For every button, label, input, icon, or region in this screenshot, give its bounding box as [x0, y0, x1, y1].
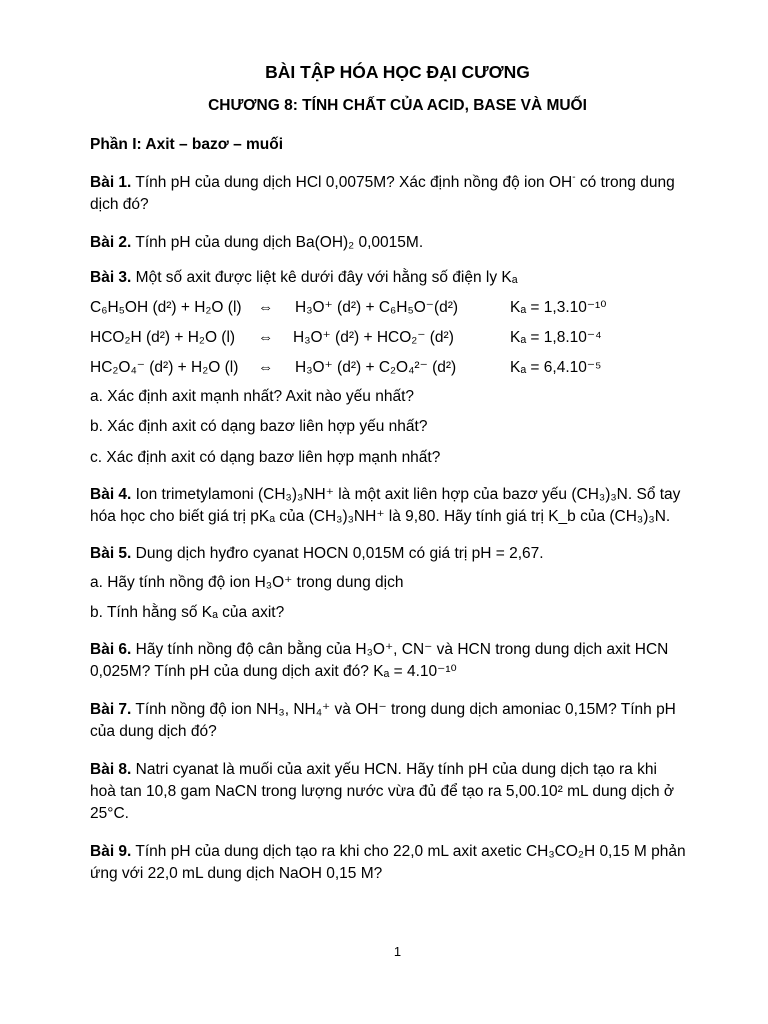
equation-2-products: H₃O⁺ (d²) + HCO₂⁻ (d²): [293, 329, 454, 346]
problem-2-label: Bài 2.: [90, 234, 132, 251]
equation-2-reactants: HCO₂H (d²) + H₂O (l): [90, 329, 236, 346]
problem-7-label: Bài 7.: [90, 701, 132, 718]
problem-4-label: Bài 4.: [90, 486, 132, 503]
problem-6-line-1: Hãy tính nồng độ cân bằng của H₃O⁺, CN⁻ và HCN trong dung dịch axit HCN: [131, 641, 669, 658]
problem-3: [90, 268, 517, 288]
problem-3-text: Một số axit được liệt kê dưới đây với hằng số điện ly Kₐ: [131, 269, 518, 286]
problem-8-line-2: hoà tan 10,8 gam NaCN trong lượng nước vừa đủ để tạo ra 5,00.10² mL dung dịch ở: [90, 783, 675, 800]
section-heading: Phần I: Axit – bazơ – muối: [90, 136, 284, 153]
problem-7: [90, 700, 676, 720]
problem-8-line-3: 25°C.: [90, 805, 129, 822]
problem-8-label: Bài 8.: [90, 761, 132, 778]
problem-8-line-1: Natri cyanat là muối của axit yếu HCN. Hãy tính pH của dung dịch tạo ra khi: [131, 761, 657, 778]
equation-3-reactants: HC₂O₄⁻ (d²) + H₂O (l): [90, 359, 239, 376]
problem-7-line-1: Tính nồng độ ion NH₃, NH₄⁺ và OH⁻ trong dung dịch amoniac 0,15M? Tính pH: [131, 701, 676, 718]
problem-5-text: Dung dịch hyđro cyanat HOCN 0,015M có giá trị pH = 2,67.: [131, 545, 544, 562]
equation-1-constant: Kₐ = 1,3.10⁻¹⁰: [510, 299, 607, 316]
problem-5-label: Bài 5.: [90, 545, 132, 562]
problem-7-line-2: của dung dịch đó?: [90, 723, 217, 740]
problem-8: [90, 760, 657, 780]
problem-9-line-1: Tính pH của dung dịch tạo ra khi cho 22,0 mL axit axetic CH₃CO₂H 0,15 M phản: [131, 843, 686, 860]
document-page: [90, 0, 705, 1024]
problem-6: [90, 640, 668, 660]
equation-2-arrow: ⇔: [258, 329, 274, 346]
problem-9: [90, 842, 686, 862]
problem-9-label: Bài 9.: [90, 843, 132, 860]
problem-1-continuation: dịch đó?: [90, 196, 149, 213]
problem-5-question-b: b. Tính hằng số Kₐ của axit?: [90, 604, 285, 621]
problem-5: [90, 544, 544, 564]
problem-2: [90, 233, 423, 253]
equation-2-constant: Kₐ = 1,8.10⁻⁴: [510, 329, 602, 346]
problem-6-line-2: 0,025M? Tính pH của dung dịch axit đó? Kₐ = 4.10⁻¹⁰: [90, 663, 457, 680]
page-number: 1: [393, 944, 402, 959]
problem-1-label: Bài 1.: [90, 174, 132, 191]
problem-9-line-2: ứng với 22,0 mL dung dịch NaOH 0,15 M?: [90, 865, 383, 882]
chapter-heading: CHƯƠNG 8: TÍNH CHẤT CỦA ACID, BASE VÀ MUỐI: [208, 97, 587, 114]
problem-3-question-b: b. Xác định axit có dạng bazơ liên hợp yếu nhất?: [90, 418, 428, 435]
problem-5-question-a: a. Hãy tính nồng độ ion H₃O⁺ trong dung dịch: [90, 574, 404, 591]
equation-3-arrow: ⇔: [258, 359, 274, 376]
problem-2-text: Tính pH của dung dịch Ba(OH)₂ 0,0015M.: [131, 234, 424, 251]
problem-4-line-1: Ion trimetylamoni (CH₃)₃NH⁺ là một axit liên hợp của bazơ yếu (CH₃)₃N. Sổ tay: [131, 486, 681, 503]
equation-1-arrow: ⇔: [258, 299, 274, 316]
document-title: BÀI TẬP HÓA HỌC ĐẠI CƯƠNG: [265, 62, 530, 82]
problem-6-label: Bài 6.: [90, 641, 132, 658]
problem-1-text-a: Tính pH của dung dịch HCl 0,0075M? Xác định nồng độ ion OH: [131, 174, 573, 191]
equation-1-reactants: C₆H₅OH (d²) + H₂O (l): [90, 299, 242, 316]
problem-1: Bài 1. Tính pH của dung dịch HCl 0,0075M? Xác định nồng độ ion OH- có trong dung: [90, 172, 675, 191]
equation-3-constant: Kₐ = 6,4.10⁻⁵: [510, 359, 602, 376]
problem-3-question-c: c. Xác định axit có dạng bazơ liên hợp mạnh nhất?: [90, 449, 441, 466]
problem-1-text-b: có trong dung: [575, 174, 675, 191]
problem-4: [90, 485, 680, 505]
equation-1-products: H₃O⁺ (d²) + C₆H₅O⁻(d²): [295, 299, 459, 316]
equation-3-products: H₃O⁺ (d²) + C₂O₄²⁻ (d²): [295, 359, 457, 376]
problem-4-line-2: hóa học cho biết giá trị pKₐ của (CH₃)₃NH⁺ là 9,80. Hãy tính giá trị K_b của (CH₃)₃N.: [90, 508, 671, 525]
problem-3-question-a: a. Xác định axit mạnh nhất? Axit nào yếu nhất?: [90, 388, 415, 405]
problem-3-label: Bài 3.: [90, 269, 132, 286]
